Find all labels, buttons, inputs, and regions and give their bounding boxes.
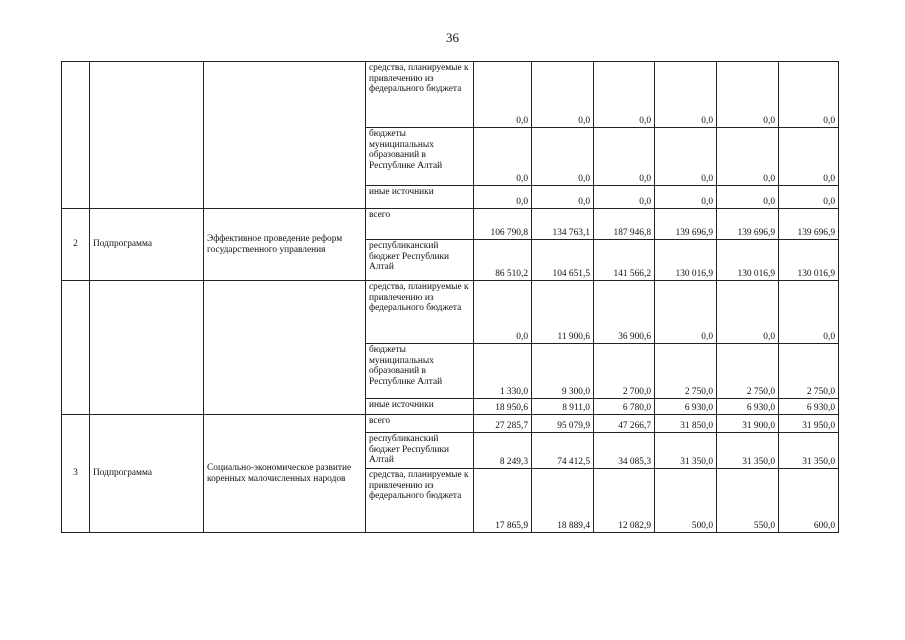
value-cell: 18 950,6 bbox=[474, 399, 532, 415]
value-cell: 31 850,0 bbox=[655, 415, 717, 433]
funding-source: средства, планируемые к привлечению из федерального бюджета bbox=[366, 281, 474, 344]
value-cell: 2 750,0 bbox=[779, 344, 839, 399]
value-cell: 9 300,0 bbox=[532, 344, 594, 399]
value-cell: 0,0 bbox=[594, 128, 655, 186]
value-cell: 0,0 bbox=[474, 62, 532, 128]
value-cell: 1 330,0 bbox=[474, 344, 532, 399]
value-cell: 6 780,0 bbox=[594, 399, 655, 415]
value-cell: 187 946,8 bbox=[594, 209, 655, 240]
value-cell: 0,0 bbox=[655, 128, 717, 186]
value-cell: 6 930,0 bbox=[717, 399, 779, 415]
funding-source: иные источники bbox=[366, 399, 474, 415]
value-cell: 31 950,0 bbox=[779, 415, 839, 433]
value-cell: 2 750,0 bbox=[655, 344, 717, 399]
funding-source: иные источники bbox=[366, 186, 474, 209]
value-cell: 130 016,9 bbox=[717, 240, 779, 281]
value-cell: 0,0 bbox=[717, 186, 779, 209]
funding-source: бюджеты муниципальных образований в Республике Алтай bbox=[366, 344, 474, 399]
item-number: 2 bbox=[62, 209, 90, 281]
value-cell: 17 865,9 bbox=[474, 469, 532, 533]
value-cell: 0,0 bbox=[474, 186, 532, 209]
value-cell: 550,0 bbox=[717, 469, 779, 533]
value-cell: 6 930,0 bbox=[655, 399, 717, 415]
value-cell: 0,0 bbox=[717, 281, 779, 344]
value-cell: 74 412,5 bbox=[532, 433, 594, 469]
value-cell: 130 016,9 bbox=[779, 240, 839, 281]
table-row bbox=[62, 62, 839, 128]
value-cell: 2 750,0 bbox=[717, 344, 779, 399]
value-cell: 500,0 bbox=[655, 469, 717, 533]
value-cell: 34 085,3 bbox=[594, 433, 655, 469]
funding-source: средства, планируемые к привлечению из федерального бюджета bbox=[366, 469, 474, 533]
value-cell: 8 911,0 bbox=[532, 399, 594, 415]
value-cell: 12 082,9 bbox=[594, 469, 655, 533]
item-name: Социально-экономическое развитие коренных малочисленных народов bbox=[204, 415, 366, 533]
value-cell: 0,0 bbox=[655, 281, 717, 344]
value-cell: 0,0 bbox=[594, 62, 655, 128]
value-cell: 134 763,1 bbox=[532, 209, 594, 240]
item-type-cell bbox=[90, 281, 204, 415]
value-cell: 6 930,0 bbox=[779, 399, 839, 415]
value-cell: 139 696,9 bbox=[779, 209, 839, 240]
value-cell: 95 079,9 bbox=[532, 415, 594, 433]
value-cell: 0,0 bbox=[717, 62, 779, 128]
budget-table bbox=[61, 61, 839, 533]
item-type: Подпрограмма bbox=[90, 209, 204, 281]
table-row bbox=[62, 209, 839, 240]
value-cell: 0,0 bbox=[717, 128, 779, 186]
value-cell: 31 350,0 bbox=[655, 433, 717, 469]
funding-source: средства, планируемые к привлечению из федерального бюджета bbox=[366, 62, 474, 128]
value-cell: 31 350,0 bbox=[779, 433, 839, 469]
value-cell: 104 651,5 bbox=[532, 240, 594, 281]
item-name-cell bbox=[204, 281, 366, 415]
table-row bbox=[62, 415, 839, 433]
table-row bbox=[62, 281, 839, 344]
page-number: 36 bbox=[446, 30, 459, 45]
funding-source: республиканский бюджет Республики Алтай bbox=[366, 433, 474, 469]
item-type-cell bbox=[90, 62, 204, 209]
value-cell: 18 889,4 bbox=[532, 469, 594, 533]
value-cell: 0,0 bbox=[655, 62, 717, 128]
value-cell: 86 510,2 bbox=[474, 240, 532, 281]
value-cell: 106 790,8 bbox=[474, 209, 532, 240]
value-cell: 600,0 bbox=[779, 469, 839, 533]
value-cell: 139 696,9 bbox=[717, 209, 779, 240]
item-number-cell bbox=[62, 281, 90, 415]
funding-source: всего bbox=[366, 415, 474, 433]
value-cell: 8 249,3 bbox=[474, 433, 532, 469]
value-cell: 141 566,2 bbox=[594, 240, 655, 281]
value-cell: 0,0 bbox=[532, 186, 594, 209]
value-cell: 31 900,0 bbox=[717, 415, 779, 433]
funding-source: бюджеты муниципальных образований в Республике Алтай bbox=[366, 128, 474, 186]
item-number-cell bbox=[62, 62, 90, 209]
value-cell: 0,0 bbox=[779, 62, 839, 128]
value-cell: 31 350,0 bbox=[717, 433, 779, 469]
item-name-cell bbox=[204, 62, 366, 209]
value-cell: 36 900,6 bbox=[594, 281, 655, 344]
funding-source: республиканский бюджет Республики Алтай bbox=[366, 240, 474, 281]
value-cell: 2 700,0 bbox=[594, 344, 655, 399]
value-cell: 0,0 bbox=[779, 128, 839, 186]
value-cell: 0,0 bbox=[532, 128, 594, 186]
value-cell: 0,0 bbox=[779, 186, 839, 209]
value-cell: 0,0 bbox=[474, 128, 532, 186]
value-cell: 47 266,7 bbox=[594, 415, 655, 433]
value-cell: 0,0 bbox=[532, 62, 594, 128]
value-cell: 27 285,7 bbox=[474, 415, 532, 433]
item-number: 3 bbox=[62, 415, 90, 533]
item-type: Подпрограмма bbox=[90, 415, 204, 533]
value-cell: 11 900,6 bbox=[532, 281, 594, 344]
value-cell: 0,0 bbox=[594, 186, 655, 209]
item-name: Эффективное проведение реформ государственного управления bbox=[204, 209, 366, 281]
value-cell: 130 016,9 bbox=[655, 240, 717, 281]
value-cell: 139 696,9 bbox=[655, 209, 717, 240]
value-cell: 0,0 bbox=[655, 186, 717, 209]
value-cell: 0,0 bbox=[474, 281, 532, 344]
funding-source: всего bbox=[366, 209, 474, 240]
value-cell: 0,0 bbox=[779, 281, 839, 344]
